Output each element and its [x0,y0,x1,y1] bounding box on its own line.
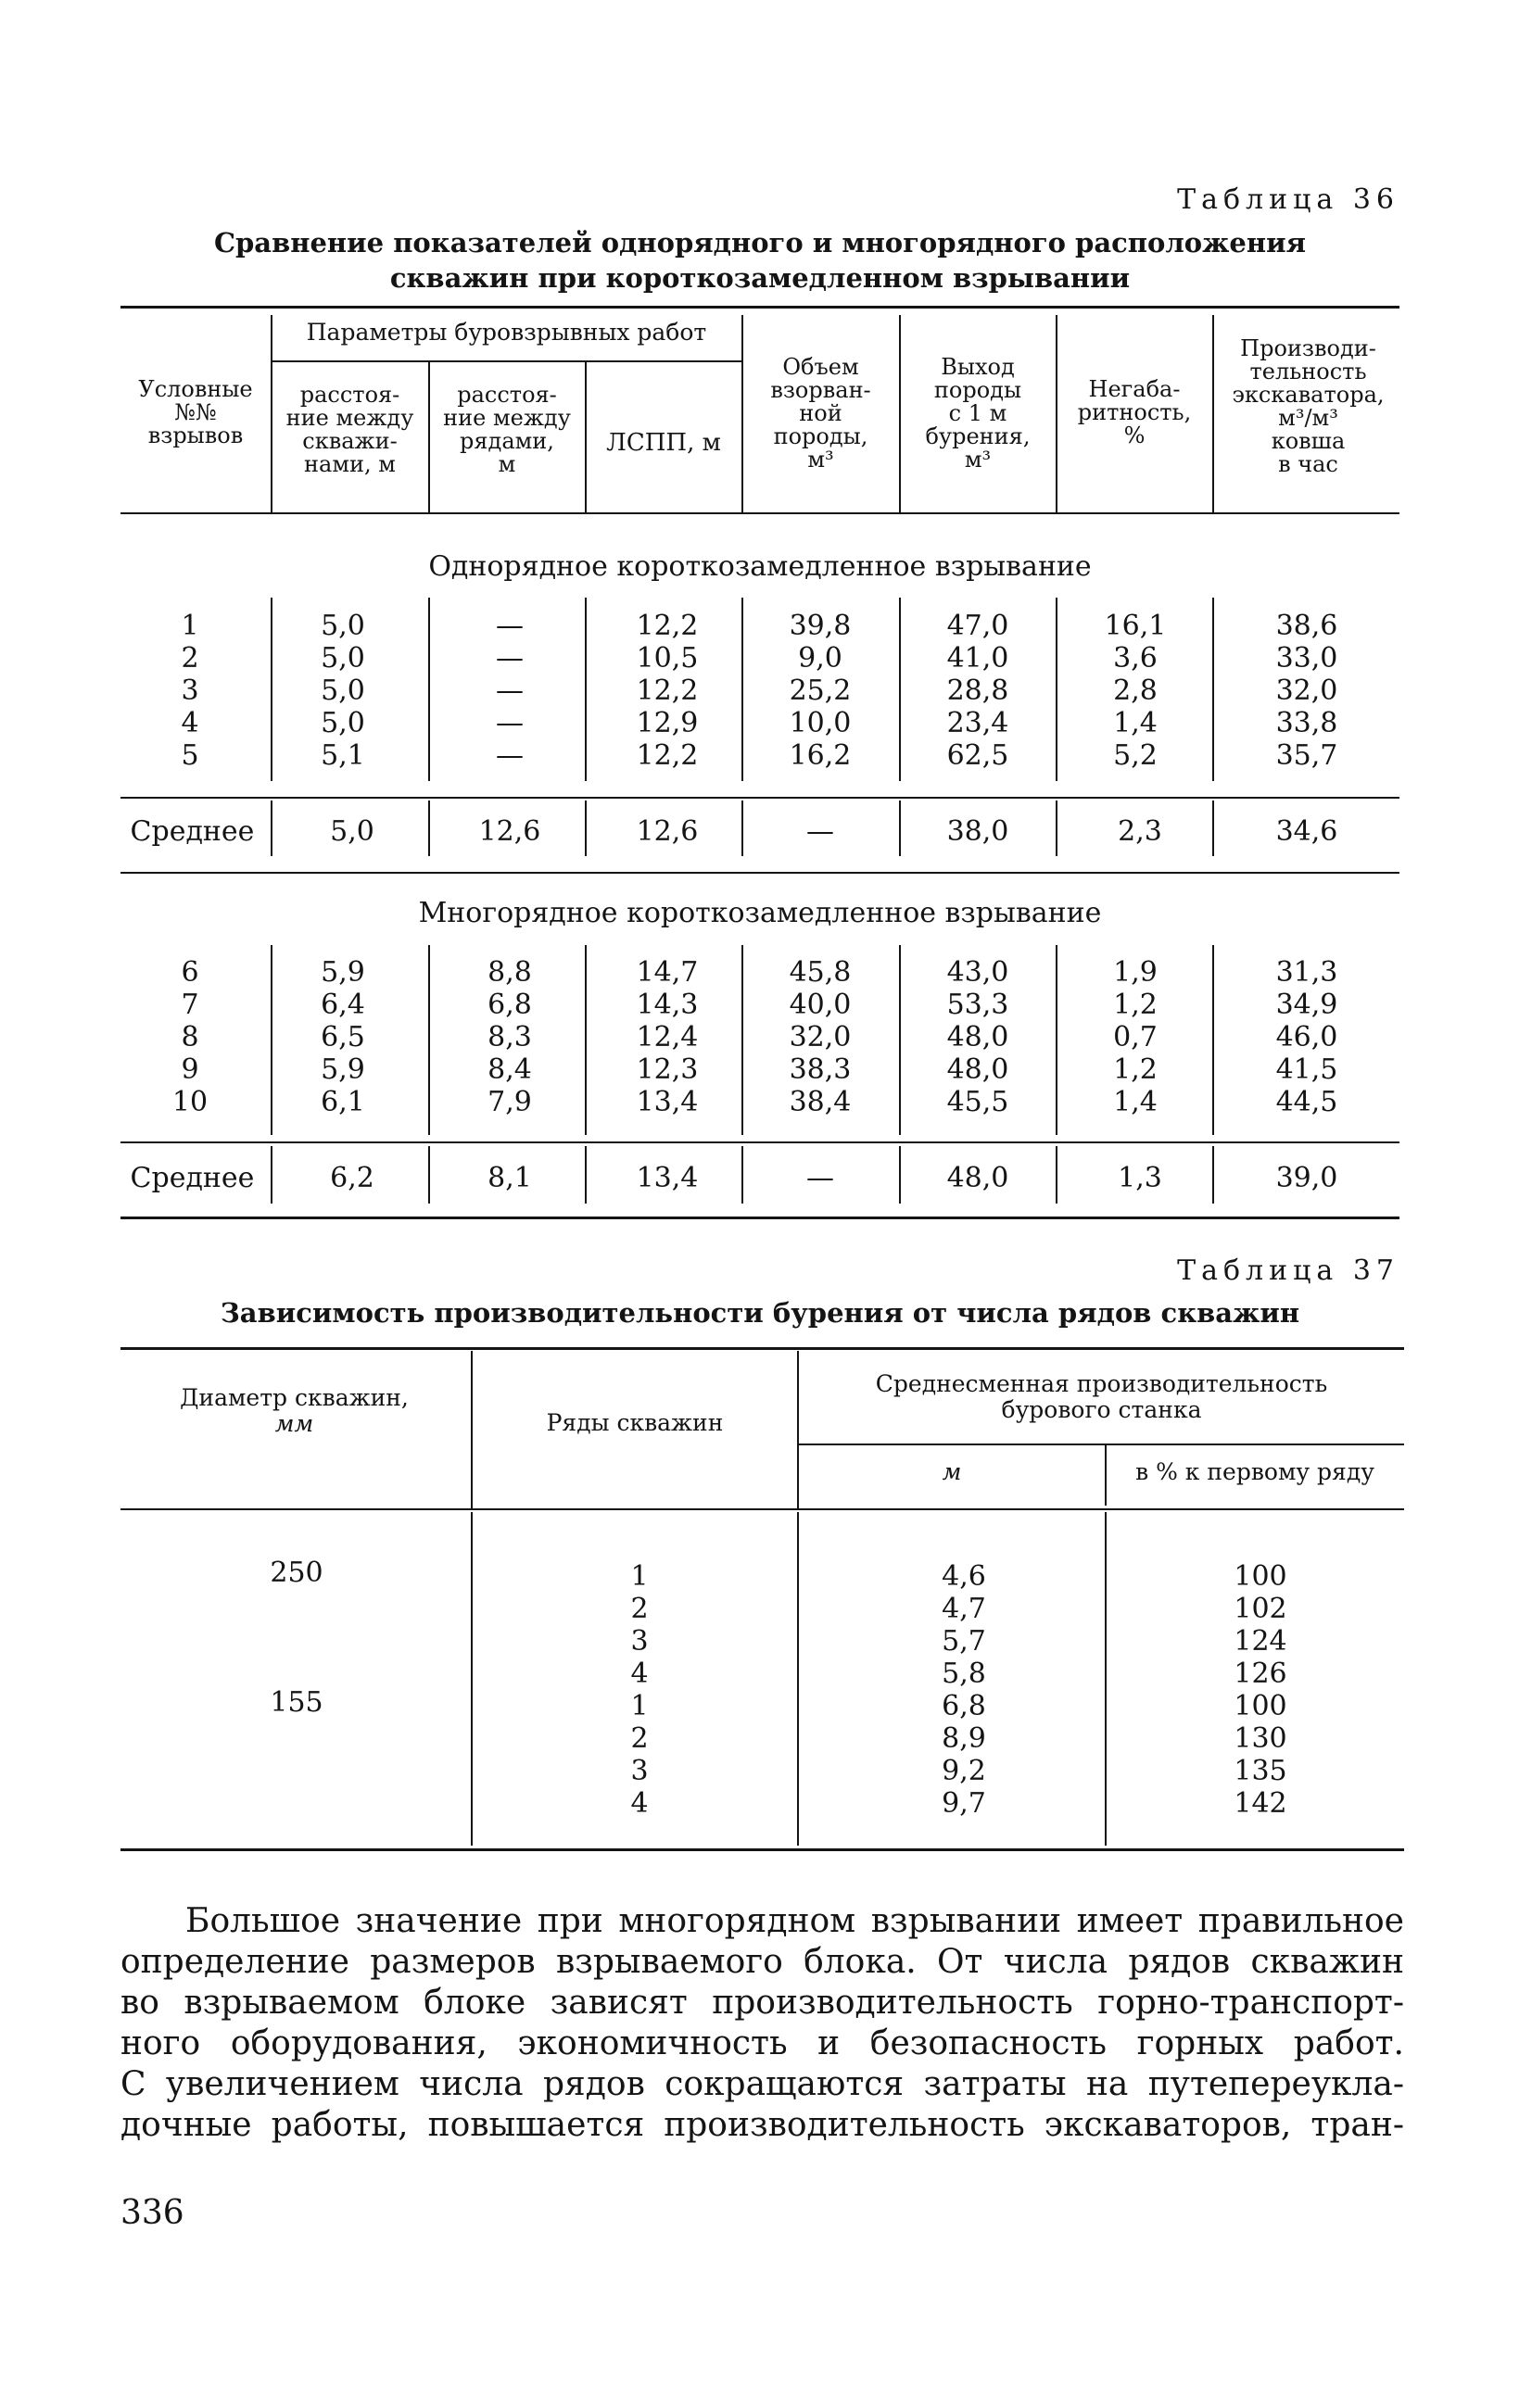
t36-divider [741,1146,743,1204]
t36-divider [1212,1146,1214,1204]
page-number: 336 [120,2194,184,2232]
t36-s1-average-value: — [806,815,834,848]
t36-s1-average-value: 38,0 [946,815,1009,848]
table36-caption-line2: скважин при короткозамедленном взрывании [389,262,1131,294]
t36-s1-average-rule [120,872,1399,874]
t36-header-bottom-rule [120,512,1399,514]
t36-s2-average-value: 48,0 [946,1162,1009,1194]
t36-divider [428,598,430,781]
t37-divider [1105,1512,1107,1846]
t36-s1-col-volume: 39,8 9,0 25,2 10,0 16,2 [789,610,852,772]
t36-s1-average-value: 5,0 [330,815,374,848]
t36-divider [1212,598,1214,781]
t36-divider [585,945,587,1135]
t36-divider [899,945,901,1135]
t36-group-rule [272,360,741,362]
t36-s1-col-number: 1 2 3 4 5 [181,610,199,772]
t36-s1-col-yield: 47,0 41,0 28,8 23,4 62,5 [946,610,1009,772]
t36-col-header-row-spacing: расстоя- ние между рядами, м [443,382,571,477]
t36-s2-col-lspp: 14,7 14,3 12,4 12,3 13,4 [636,956,699,1118]
table37-number: Таблица 37 [1177,1254,1399,1287]
paragraph-line: дочные работы, повышается производительность экскаваторов, тран- [120,2106,1404,2144]
t36-divider [271,801,272,856]
t36-s2-average-value: 13,4 [636,1162,699,1194]
t36-divider [741,598,743,781]
t36-divider [428,1146,430,1204]
t36-s1-average-value: 12,6 [478,815,541,848]
t36-divider [271,598,272,781]
t36-s2-average-value: 8,1 [487,1162,532,1194]
t37-header-group: Среднесменная производительность бурового станка [875,1370,1328,1423]
t36-divider [428,945,430,1135]
t37-col-rows: 1 2 3 4 1 2 3 4 [630,1560,649,1820]
t36-s1-col-lspp: 12,2 10,5 12,2 12,9 12,2 [636,610,699,772]
t36-s2-col-volume: 45,8 40,0 32,0 38,3 38,4 [789,956,852,1118]
t36-col-header-oversize: Негаба- ритность, % [1077,376,1192,448]
t36-s2-average-value: 39,0 [1275,1162,1338,1194]
t36-s1-average-value: 12,6 [636,815,699,848]
t37-header-bottom-rule [120,1508,1404,1510]
paragraph-line: Большое значение при многорядном взрывании имеет правильное [185,1902,1404,1940]
t36-s2-col-hole-spacing: 5,9 6,4 6,5 5,9 6,1 [321,956,365,1118]
t37-col-percent: 100 102 124 126 100 130 135 142 [1234,1560,1287,1820]
t36-divider [899,1146,901,1204]
t36-s2-col-number: 6 7 8 9 10 [171,956,209,1118]
t37-header-diameter: Диаметр скважин, мм [180,1384,409,1437]
t36-s1-average-value: 34,6 [1275,815,1338,848]
t36-divider [1056,801,1057,856]
paragraph-line: ного оборудования, экономичность и безопасность горных работ. [120,2024,1404,2062]
table36-top-rule [120,306,1399,309]
table37-bottom-rule [120,1848,1404,1851]
t36-divider [428,801,430,856]
t36-divider [741,801,743,856]
t36-col-header-lspp: ЛСПП, м [606,429,721,457]
t37-divider [471,1512,473,1846]
table36-number: Таблица 36 [1177,183,1399,216]
t36-divider [585,1146,587,1204]
t36-s1-col-hole-spacing: 5,0 5,0 5,0 5,0 5,1 [321,610,365,772]
t37-header-percent: в % к первому ряду [1135,1458,1374,1485]
t36-s1-col-oversize: 16,1 3,6 2,8 1,4 5,2 [1104,610,1167,772]
t36-s2-col-productivity: 31,3 34,9 46,0 41,5 44,5 [1275,956,1338,1118]
t36-col-header-productivity: Производи- тельность экскаватора, м³/м³ ковша в час [1232,335,1385,477]
t37-header-rows: Ряды скважин [546,1409,724,1436]
t36-s2-col-oversize: 1,9 1,2 0,7 1,2 1,4 [1113,956,1158,1118]
t37-group-rule [797,1444,1404,1445]
table36-bottom-rule [120,1217,1399,1219]
t36-s1-average-value: 2,3 [1118,815,1162,848]
table36-caption-line1: Сравнение показателей однорядного и многорядного расположения [213,227,1307,258]
table37-caption: Зависимость производительности бурения от числа рядов скважин [220,1297,1300,1329]
t36-col-header-number: Условные №№ взрывов [138,376,253,448]
t36-section2-title: Многорядное короткозамедленное взрывание [418,897,1102,929]
paragraph-line: определение размеров взрываемого блока. От числа рядов скважин [120,1943,1404,1981]
t36-s1-rule [120,797,1399,799]
t36-divider [585,801,587,856]
t36-divider [1212,945,1214,1135]
table37-top-rule [120,1347,1404,1350]
paragraph-line: во взрываемом блоке зависят производительность горно-транспорт- [120,1984,1404,2022]
t36-divider [1056,598,1057,781]
t36-s1-average-label: Среднее [130,815,255,848]
t36-s2-average-value: 6,2 [330,1162,374,1194]
body-paragraph [120,1901,1404,2146]
paragraph-line: С увеличением числа рядов сокращаются затраты на путепереукла- [120,2065,1404,2103]
t36-col-header-yield: Выход породы с 1 м бурения, м³ [925,354,1031,473]
t37-header-m: м [942,1458,962,1485]
t36-group-header: Параметры буровзрывных работ [306,319,707,346]
t36-divider [1056,1146,1057,1204]
t36-divider [741,945,743,1135]
t36-divider [271,1146,272,1204]
t36-s1-col-row-spacing: — — — — — [496,610,524,772]
t36-divider [899,598,901,781]
t36-s2-average-label: Среднее [130,1162,255,1194]
t36-s2-average-value: — [806,1162,834,1194]
t36-divider [1212,801,1214,856]
t36-col-header-volume: Объем взорван- ной породы, м³ [770,354,871,473]
t36-s2-col-yield: 43,0 53,3 48,0 48,0 45,5 [946,956,1009,1118]
t37-divider [797,1512,799,1846]
t36-s2-average-value: 1,3 [1118,1162,1162,1194]
t36-s1-col-productivity: 38,6 33,0 32,0 33,8 35,7 [1275,610,1338,772]
t36-divider [271,945,272,1135]
t36-col-header-hole-spacing: расстоя- ние между скважи- нами, м [285,382,414,477]
t37-diameter-250: 250 [270,1557,323,1589]
t36-s2-rule [120,1141,1399,1143]
t36-divider [899,801,901,856]
t36-divider [1056,945,1057,1135]
t36-section1-title: Однорядное короткозамедленное взрывание [428,550,1092,583]
t37-diameter-155: 155 [270,1686,323,1719]
t36-divider [585,598,587,781]
t37-col-m: 4,6 4,7 5,7 5,8 6,8 8,9 9,2 9,7 [942,1560,986,1820]
t36-s2-col-row-spacing: 8,8 6,8 8,3 8,4 7,9 [487,956,532,1118]
